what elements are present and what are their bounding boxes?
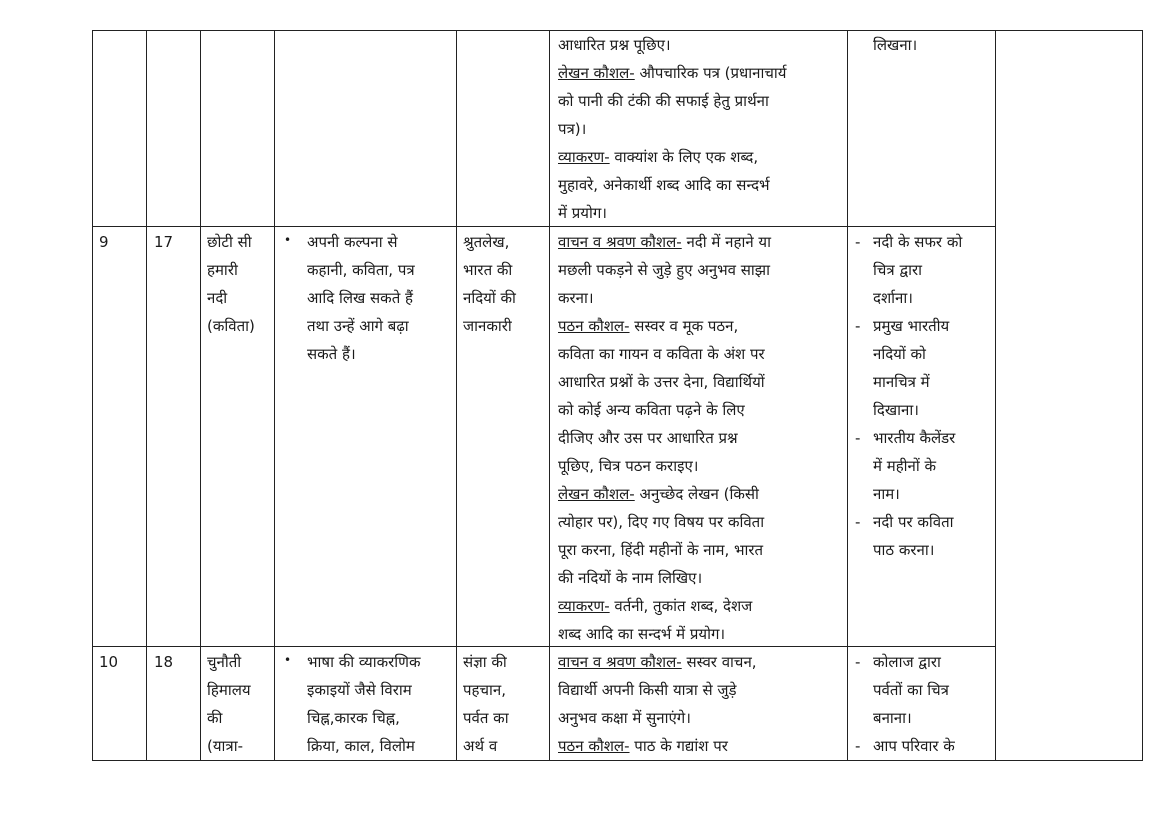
chapter-line: हमारी bbox=[207, 261, 238, 279]
table-border-bottom bbox=[92, 760, 1143, 761]
skills-line: वाचन व श्रवण कौशल- सस्वर वाचन, bbox=[558, 653, 757, 671]
column-divider bbox=[995, 30, 996, 761]
resource-line: श्रुतलेख, bbox=[463, 233, 510, 251]
activity-line: में महीनों के bbox=[873, 457, 937, 475]
outcome-line: चिह्न,कारक चिह्न, bbox=[307, 709, 400, 727]
resource-line: पहचान, bbox=[463, 681, 506, 699]
resource-line: संज्ञा की bbox=[463, 653, 507, 671]
skills-line: अनुभव कक्षा में सुनाएंगे। bbox=[558, 709, 691, 727]
activity-line: - नदी पर कविता bbox=[855, 513, 954, 531]
skills-line: में प्रयोग। bbox=[558, 204, 607, 222]
skills-line: व्याकरण- वाक्यांश के लिए एक शब्द, bbox=[558, 148, 759, 166]
activity-line: दिखाना। bbox=[873, 401, 919, 419]
row9-chapter bbox=[207, 228, 271, 340]
row-divider bbox=[92, 226, 996, 227]
resource-line: जानकारी bbox=[463, 317, 512, 335]
prev-row-skills bbox=[558, 31, 843, 227]
activity-line: पर्वतों का चित्र bbox=[873, 681, 949, 699]
row9-number: 9 bbox=[99, 233, 109, 251]
row10-skills bbox=[558, 648, 843, 760]
column-divider bbox=[456, 30, 457, 761]
chapter-line: छोटी सी bbox=[207, 233, 252, 251]
row10-outcomes bbox=[307, 648, 454, 760]
outcome-line: कहानी, कविता, पत्र bbox=[307, 261, 415, 279]
bullet-icon: • bbox=[284, 233, 292, 247]
skills-line: पठन कौशल- पाठ के गद्यांश पर bbox=[558, 737, 728, 755]
skills-line: व्याकरण- वर्तनी, तुकांत शब्द, देशज bbox=[558, 597, 753, 615]
skills-line: आधारित प्रश्न पूछिए। bbox=[558, 36, 671, 54]
outcome-line: भाषा की व्याकरणिक bbox=[307, 653, 421, 671]
skills-line: त्योहार पर), दिए गए विषय पर कविता bbox=[558, 513, 765, 531]
activity-line: नाम। bbox=[873, 485, 900, 503]
column-divider bbox=[549, 30, 550, 761]
activity-line: बनाना। bbox=[873, 709, 912, 727]
activity-line: मानचित्र में bbox=[873, 373, 930, 391]
activity-line: - कोलाज द्वारा bbox=[855, 653, 941, 671]
activity-line: लिखना। bbox=[873, 36, 918, 54]
row10-week: 18 bbox=[154, 653, 174, 671]
row10-number: 10 bbox=[99, 653, 119, 671]
activity-line: चित्र द्वारा bbox=[873, 261, 922, 279]
outcome-line: इकाइयों जैसे विराम bbox=[307, 681, 412, 699]
skills-line: को कोई अन्य कविता पढ़ने के लिए bbox=[558, 401, 745, 419]
activity-line: - प्रमुख भारतीय bbox=[855, 317, 950, 335]
row9-outcomes bbox=[307, 228, 454, 368]
skills-line: पत्र)। bbox=[558, 120, 587, 138]
outcome-line: क्रिया, काल, विलोम bbox=[307, 737, 415, 755]
row10-activities bbox=[855, 648, 993, 760]
chapter-line: (यात्रा- bbox=[207, 737, 244, 755]
skills-line: पूछिए, चित्र पठन कराइए। bbox=[558, 457, 699, 475]
chapter-line: चुनौती bbox=[207, 653, 242, 671]
chapter-line: नदी bbox=[207, 289, 228, 307]
skills-line: पठन कौशल- सस्वर व मूक पठन, bbox=[558, 317, 739, 335]
row9-skills bbox=[558, 228, 843, 648]
skills-line: की नदियों के नाम लिखिए। bbox=[558, 569, 703, 587]
skills-line: आधारित प्रश्नों के उत्तर देना, विद्यार्थियों bbox=[558, 373, 765, 391]
activity-line: - आप परिवार के bbox=[855, 737, 955, 755]
activity-line: नदियों को bbox=[873, 345, 926, 363]
column-divider bbox=[200, 30, 201, 761]
row10-resources bbox=[463, 648, 547, 760]
outcome-line: सकते हैं। bbox=[307, 345, 356, 363]
skills-line: शब्द आदि का सन्दर्भ में प्रयोग। bbox=[558, 625, 726, 643]
table-border-left bbox=[92, 30, 93, 761]
skills-line: मुहावरे, अनेकार्थी शब्द आदि का सन्दर्भ bbox=[558, 176, 770, 194]
skills-line: करना। bbox=[558, 289, 594, 307]
resource-line: नदियों की bbox=[463, 289, 516, 307]
prev-row-activity bbox=[873, 31, 991, 59]
chapter-line: (कविता) bbox=[207, 317, 255, 335]
column-divider bbox=[274, 30, 275, 761]
activity-line: दर्शाना। bbox=[873, 289, 913, 307]
skills-line: को पानी की टंकी की सफाई हेतु प्रार्थना bbox=[558, 92, 769, 110]
activity-line: - भारतीय कैलेंडर bbox=[855, 429, 956, 447]
skills-line: पूरा करना, हिंदी महीनों के नाम, भारत bbox=[558, 541, 764, 559]
row10-chapter bbox=[207, 648, 271, 760]
outcome-line: अपनी कल्पना से bbox=[307, 233, 398, 251]
outcome-line: तथा उन्हें आगे बढ़ा bbox=[307, 317, 409, 335]
skills-line: विद्यार्थी अपनी किसी यात्रा से जुड़े bbox=[558, 681, 737, 699]
skills-line: लेखन कौशल- अनुच्छेद लेखन (किसी bbox=[558, 485, 759, 503]
skills-line: लेखन कौशल- औपचारिक पत्र (प्रधानाचार्य bbox=[558, 64, 787, 82]
resource-line: अर्थ व bbox=[463, 737, 498, 755]
table-border-right bbox=[1142, 30, 1143, 761]
column-divider bbox=[847, 30, 848, 761]
resource-line: पर्वत का bbox=[463, 709, 509, 727]
bullet-icon: • bbox=[284, 653, 292, 667]
skills-line: कविता का गायन व कविता के अंश पर bbox=[558, 345, 765, 363]
resource-line: भारत की bbox=[463, 261, 513, 279]
column-divider bbox=[146, 30, 147, 761]
row9-week: 17 bbox=[154, 233, 174, 251]
row9-activities bbox=[855, 228, 993, 564]
skills-line: दीजिए और उस पर आधारित प्रश्न bbox=[558, 429, 738, 447]
row-divider bbox=[92, 646, 996, 647]
outcome-line: आदि लिख सकते हैं bbox=[307, 289, 413, 307]
activity-line: पाठ करना। bbox=[873, 541, 935, 559]
chapter-line: हिमालय bbox=[207, 681, 251, 699]
chapter-line: की bbox=[207, 709, 223, 727]
skills-line: वाचन व श्रवण कौशल- नदी में नहाने या bbox=[558, 233, 772, 251]
row9-resources bbox=[463, 228, 547, 340]
skills-line: मछली पकड़ने से जुड़े हुए अनुभव साझा bbox=[558, 261, 771, 279]
activity-line: - नदी के सफर को bbox=[855, 233, 963, 251]
